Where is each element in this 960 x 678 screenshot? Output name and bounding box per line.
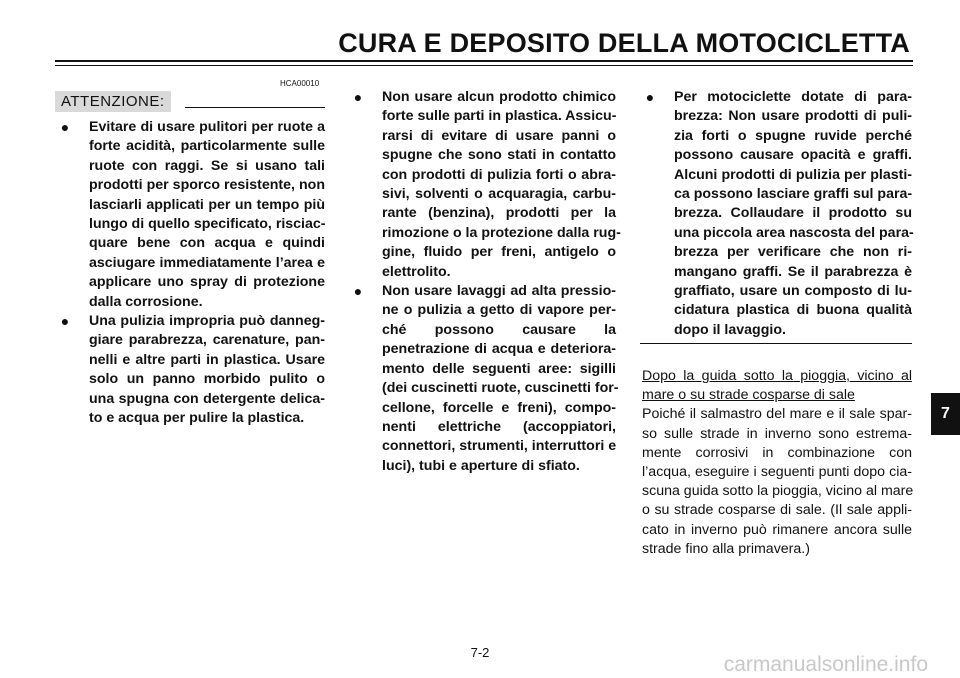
text-line: zia forti o spugne ruvide perché: [674, 127, 912, 144]
text-line: mento delle seguenti aree: sigilli: [382, 360, 616, 377]
text-line: prodotti per sporco resistente, non: [89, 177, 325, 194]
text-line: so sulle strade in inverno sono estrema-: [642, 425, 912, 442]
text-line: scuna guida sotto la pioggia, vicino al mare: [642, 483, 914, 500]
text-line: asciugare immediatamente l’area e: [89, 254, 325, 271]
text-line: sivi, solventi o acquaragia, carbu-: [382, 186, 616, 203]
title-rule-thick: [55, 60, 913, 62]
text-line: Non usare lavaggi ad alta pressio-: [382, 283, 616, 300]
text-line: cellone, forcelle e freni), compo-: [382, 399, 616, 416]
warning-rule: [185, 107, 325, 108]
text-line: connettori, strumenti, interruttori e: [382, 438, 617, 455]
bullet-icon: ●: [60, 313, 70, 330]
warning-label: ATTENZIONE:: [55, 91, 171, 112]
column-3: [640, 88, 912, 340]
text-line: dopo il lavaggio.: [674, 321, 786, 338]
text-line: possono causare opacità e graffi.: [674, 147, 912, 164]
text-line: forte sulle parti in plastica. Assicu-: [382, 108, 617, 125]
bullet-item: [55, 118, 325, 312]
watermark: carmanualsonline.info: [723, 653, 928, 676]
bullet-icon: ●: [353, 89, 363, 105]
text-line: cato in inverno può rimanere ancora sulle: [642, 521, 912, 538]
text-line: Poiché il salmastro del mare e il sale spar-: [642, 406, 912, 423]
text-line: o su strade cosparse di sale. (Il sale appli-: [642, 502, 912, 519]
column-1: [55, 118, 325, 429]
text-line: brezza: Non usare prodotti di puli-: [674, 108, 912, 125]
text-line: con prodotti di pulizia forti o abra-: [382, 166, 616, 183]
text-line: rante (benzina), prodotti per la: [382, 205, 616, 222]
text-line: forte acidità, particolarmente sulle: [89, 138, 325, 155]
text-line: mente corrosivi in combinazione con: [642, 444, 912, 461]
text-line: Dopo la guida sotto la pioggia, vicino al: [642, 368, 912, 384]
bullet-item: [55, 312, 325, 428]
bullet-item: [348, 88, 621, 282]
rain-section: [642, 367, 912, 559]
text-line: applicare uno spray di protezione: [89, 274, 325, 291]
chapter-tab: 7: [931, 393, 960, 435]
title-rule-thin: [55, 65, 913, 66]
bullet-icon: ●: [645, 89, 655, 105]
text-line: brezza. Collaudare il prodotto su: [674, 205, 912, 222]
text-line: Per motociclette dotate di para-: [674, 89, 912, 105]
bullet-icon: ●: [60, 119, 70, 135]
text-line: (dei cuscinetti ruote, cuscinetti for-: [382, 380, 619, 397]
text-line: to e acqua per pulire la plastica.: [89, 410, 305, 427]
text-line: strade fino alla primavera.): [642, 540, 810, 557]
bullet-item: [348, 282, 619, 476]
text-line: lungo di quello specificato, risciac-: [89, 216, 326, 233]
text-line: mangano graffi. Se il parabrezza è: [674, 263, 912, 280]
text-line: lasciarli applicati per un tempo più: [89, 196, 325, 213]
section-paragraph: [642, 405, 912, 559]
section-subheading: [642, 367, 912, 405]
text-line: cidatura plastica di buona qualità: [674, 302, 912, 319]
page-title: CURA E DEPOSITO DELLA MOTOCICLETTA: [338, 28, 910, 58]
text-line: ché possono causare la: [382, 321, 616, 338]
text-line: mare o su strade cosparse di sale: [642, 387, 855, 404]
text-line: luci), tubi e aperture di sfiato.: [382, 457, 580, 474]
text-line: una piccola area nascosta del para-: [674, 224, 914, 241]
text-line: rarsi di evitare di usare panni o: [382, 127, 616, 144]
text-line: nenti elettriche (accoppiatori,: [382, 418, 616, 435]
text-line: graffiato, usare un composto di lu-: [674, 283, 912, 300]
text-line: rimozione o la protezione dalla rug-: [382, 224, 621, 241]
text-line: spugne che sono stati in contatto: [382, 147, 616, 164]
text-line: brezza per verificare che non ri-: [674, 244, 912, 261]
text-line: Non usare alcun prodotto chimico: [382, 89, 616, 105]
page-number: 7-2: [470, 645, 490, 660]
text-line: gine, fluido per freni, antigelo o: [382, 244, 616, 261]
text-line: quare bene con acqua e quindi: [89, 235, 325, 252]
text-line: l’acqua, eseguire i seguenti punti dopo cia-: [642, 464, 912, 481]
text-line: Una pulizia impropria può danneg-: [89, 313, 325, 330]
text-line: Alcuni prodotti di pulizia per plasti-: [674, 166, 912, 183]
text-line: ruote con raggi. Se si usano tali: [89, 157, 325, 174]
text-line: ne o pulizia a getto di vapore per-: [382, 302, 616, 319]
warning-end-rule: [640, 343, 912, 344]
text-line: Evitare di usare pulitori per ruote a: [89, 119, 325, 135]
bullet-icon: ●: [353, 283, 363, 300]
column-2: [348, 88, 621, 476]
text-line: dalla corrosione.: [89, 293, 203, 310]
text-line: penetrazione di acqua e deteriora-: [382, 341, 616, 358]
warning-code: HCA00010: [280, 79, 320, 88]
bullet-item: [640, 88, 912, 340]
text-line: una spugna con detergente delica-: [89, 390, 325, 407]
text-line: ca possono lasciare graffi sul para-: [674, 186, 913, 203]
text-line: elettrolito.: [382, 263, 451, 280]
text-line: nelli e altre parti in plastica. Usare: [89, 351, 325, 368]
text-line: giare parabrezza, carenature, pan-: [89, 332, 325, 349]
text-line: solo un panno morbido pulito o: [89, 371, 325, 388]
